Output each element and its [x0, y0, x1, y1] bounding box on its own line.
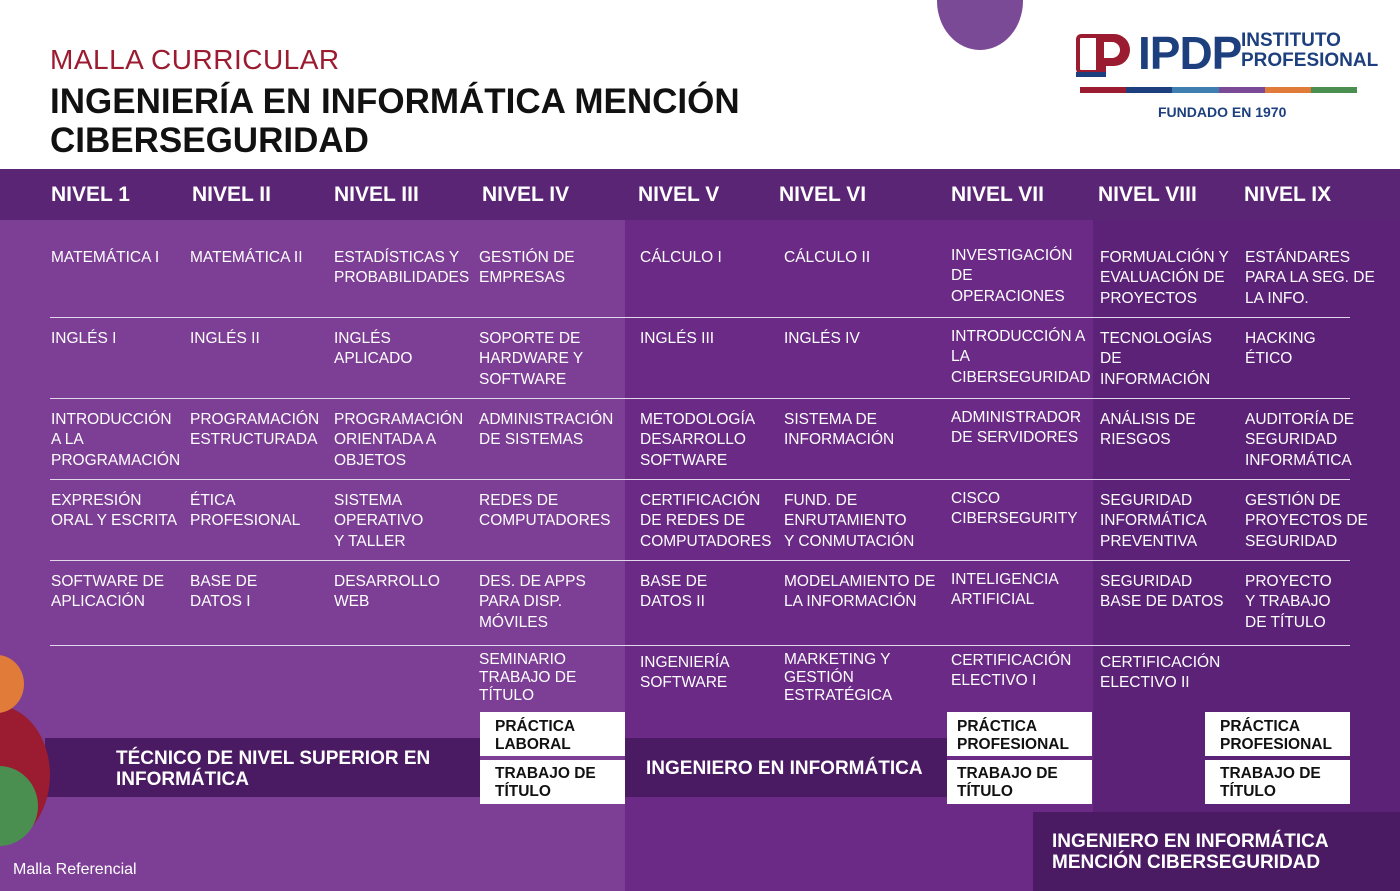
course-cell: SISTEMA DE INFORMACIÓN [784, 411, 895, 449]
course-cell: CÁLCULO I [640, 249, 722, 266]
course-cell: INVESTIGACIÓN DE OPERACIONES [951, 247, 1073, 305]
course-cell: AUDITORÍA DE SEGURIDAD INFORMÁTICA [1245, 411, 1355, 469]
course-cell: EXPRESIÓN ORAL Y ESCRITA [51, 492, 178, 530]
course-cell: MATEMÁTICA I [51, 249, 160, 266]
course-cell: INGENIERÍA SOFTWARE [640, 654, 729, 692]
level-header: NIVEL VI [779, 183, 867, 206]
row-divider [50, 560, 1350, 561]
course-cell: INGLÉS II [190, 330, 260, 347]
course-cell: CÁLCULO II [784, 249, 871, 266]
course-cell: MATEMÁTICA II [190, 249, 303, 266]
course-cell: SEGURIDAD BASE DE DATOS [1100, 573, 1224, 611]
course-cell: PROGRAMACIÓN ORIENTADA A OBJETOS [334, 411, 464, 469]
course-cell: ADMINISTRADOR DE SERVIDORES [951, 409, 1082, 447]
course-cell: SOPORTE DE HARDWARE Y SOFTWARE [479, 330, 583, 388]
course-cell: ADMINISTRACIÓN DE SISTEMAS [479, 411, 614, 449]
course-cell: INGLÉS APLICADO [334, 330, 413, 368]
course-cell: INTRODUCCIÓN A LA PROGRAMACIÓN [51, 411, 181, 469]
page-title: INGENIERÍA EN INFORMÁTICA MENCIÓN CIBERSEGURIDAD [50, 82, 740, 160]
course-cell: CISCO CIBERSEGURITY [951, 490, 1078, 528]
course-cell: CERTIFICACIÓN ELECTIVO II [1100, 654, 1221, 692]
course-cell: METODOLOGÍA DESARROLLO SOFTWARE [640, 411, 755, 469]
course-cell: INTRODUCCIÓN A LA CIBERSEGURIDAD [951, 328, 1091, 386]
trabajo-titulo-label: TRABAJO DE TÍTULO [957, 765, 1058, 800]
degree-mencion: INGENIERO EN INFORMÁTICA MENCIÓN CIBERSEGURIDAD [1052, 831, 1328, 873]
course-cell: GESTIÓN DE PROYECTOS DE SEGURIDAD [1245, 492, 1368, 550]
course-cell: CERTIFICACIÓN ELECTIVO I [951, 652, 1072, 690]
practica-laboral-label: PRÁCTICA LABORAL [495, 718, 575, 753]
practica-profesional-label: PRÁCTICA PROFESIONAL [1220, 718, 1332, 753]
level-header: NIVEL III [334, 183, 419, 206]
practica-profesional-label: PRÁCTICA PROFESIONAL [957, 718, 1069, 753]
course-cell: DES. DE APPS PARA DISP. MÓVILES [479, 573, 586, 631]
page-subtitle: MALLA CURRICULAR [50, 44, 340, 75]
logo-bar-segment [1311, 87, 1357, 93]
course-cell: ESTÁNDARES PARA LA SEG. DE LA INFO. [1245, 249, 1375, 307]
course-cell: SEMINARIO TRABAJO DE TÍTULO [479, 651, 577, 704]
course-cell: MODELAMIENTO DE LA INFORMACIÓN [784, 573, 936, 611]
course-cell: GESTIÓN DE EMPRESAS [479, 249, 575, 287]
logo-bar-segment [1126, 87, 1172, 93]
row-divider [50, 398, 1350, 399]
course-cell: SOFTWARE DE APLICACIÓN [51, 573, 165, 611]
course-cell: INTELIGENCIA ARTIFICIAL [951, 571, 1058, 609]
course-cell: FUND. DE ENRUTAMIENTO Y CONMUTACIÓN [784, 492, 915, 550]
degree-ingeniero: INGENIERO EN INFORMÁTICA [646, 758, 923, 779]
decorative-circle [937, 0, 1023, 50]
footer-note: Malla Referencial [13, 861, 137, 878]
course-cell: DESARROLLO WEB [334, 573, 440, 611]
level-header: NIVEL VII [951, 183, 1044, 206]
logo-institute: INSTITUTO PROFESIONAL [1241, 30, 1379, 71]
course-cell: SISTEMA OPERATIVO Y TALLER [334, 492, 424, 550]
course-cell: CERTIFICACIÓN DE REDES DE COMPUTADORES [640, 492, 772, 550]
course-cell: HACKING ÉTICO [1245, 330, 1316, 368]
ipdp-logo-icon [1076, 30, 1134, 78]
course-cell: INGLÉS III [640, 330, 715, 347]
level-header: NIVEL IV [482, 183, 570, 206]
course-cell: TECNOLOGÍAS DE INFORMACIÓN [1100, 330, 1212, 388]
row-divider [50, 317, 1350, 318]
logo-brand: IPDP [1138, 27, 1242, 79]
logo-bar-segment [1265, 87, 1311, 93]
course-cell: INGLÉS IV [784, 330, 860, 347]
course-cell: BASE DE DATOS I [190, 573, 258, 611]
course-cell: ÉTICA PROFESIONAL [190, 492, 301, 530]
trabajo-titulo-label: TRABAJO DE TÍTULO [1220, 765, 1321, 800]
level-header: NIVEL II [192, 183, 271, 206]
logo-color-bar [1080, 87, 1357, 93]
level-header: NIVEL VIII [1098, 183, 1197, 206]
course-cell: PROYECTO Y TRABAJO DE TÍTULO [1245, 573, 1332, 631]
trabajo-titulo-label: TRABAJO DE TÍTULO [495, 765, 596, 800]
course-cell: ANÁLISIS DE RIESGOS [1100, 411, 1196, 449]
level-header: NIVEL IX [1244, 183, 1332, 206]
logo-bar-segment [1080, 87, 1126, 93]
course-cell: INGLÉS I [51, 330, 117, 347]
course-cell: ESTADÍSTICAS Y PROBABILIDADES [334, 249, 470, 287]
course-cell: SEGURIDAD INFORMÁTICA PREVENTIVA [1100, 492, 1206, 550]
level-header: NIVEL 1 [51, 183, 130, 206]
ipdp-logo [1076, 26, 1379, 126]
course-cell: MARKETING Y GESTIÓN ESTRATÉGICA [784, 651, 893, 704]
level-header: NIVEL V [638, 183, 720, 206]
course-cell: PROGRAMACIÓN ESTRUCTURADA [190, 411, 320, 449]
degree-tecnico: TÉCNICO DE NIVEL SUPERIOR EN INFORMÁTICA [116, 748, 431, 790]
course-cell: BASE DE DATOS II [640, 573, 708, 611]
logo-bar-segment [1172, 87, 1218, 93]
logo-founded: FUNDADO EN 1970 [1158, 104, 1287, 120]
logo-bar-segment [1219, 87, 1265, 93]
course-cell: FORMUALCIÓN Y EVALUACIÓN DE PROYECTOS [1100, 249, 1229, 307]
row-divider [50, 479, 1350, 480]
course-cell: REDES DE COMPUTADORES [479, 492, 611, 530]
row-divider [50, 645, 1350, 646]
